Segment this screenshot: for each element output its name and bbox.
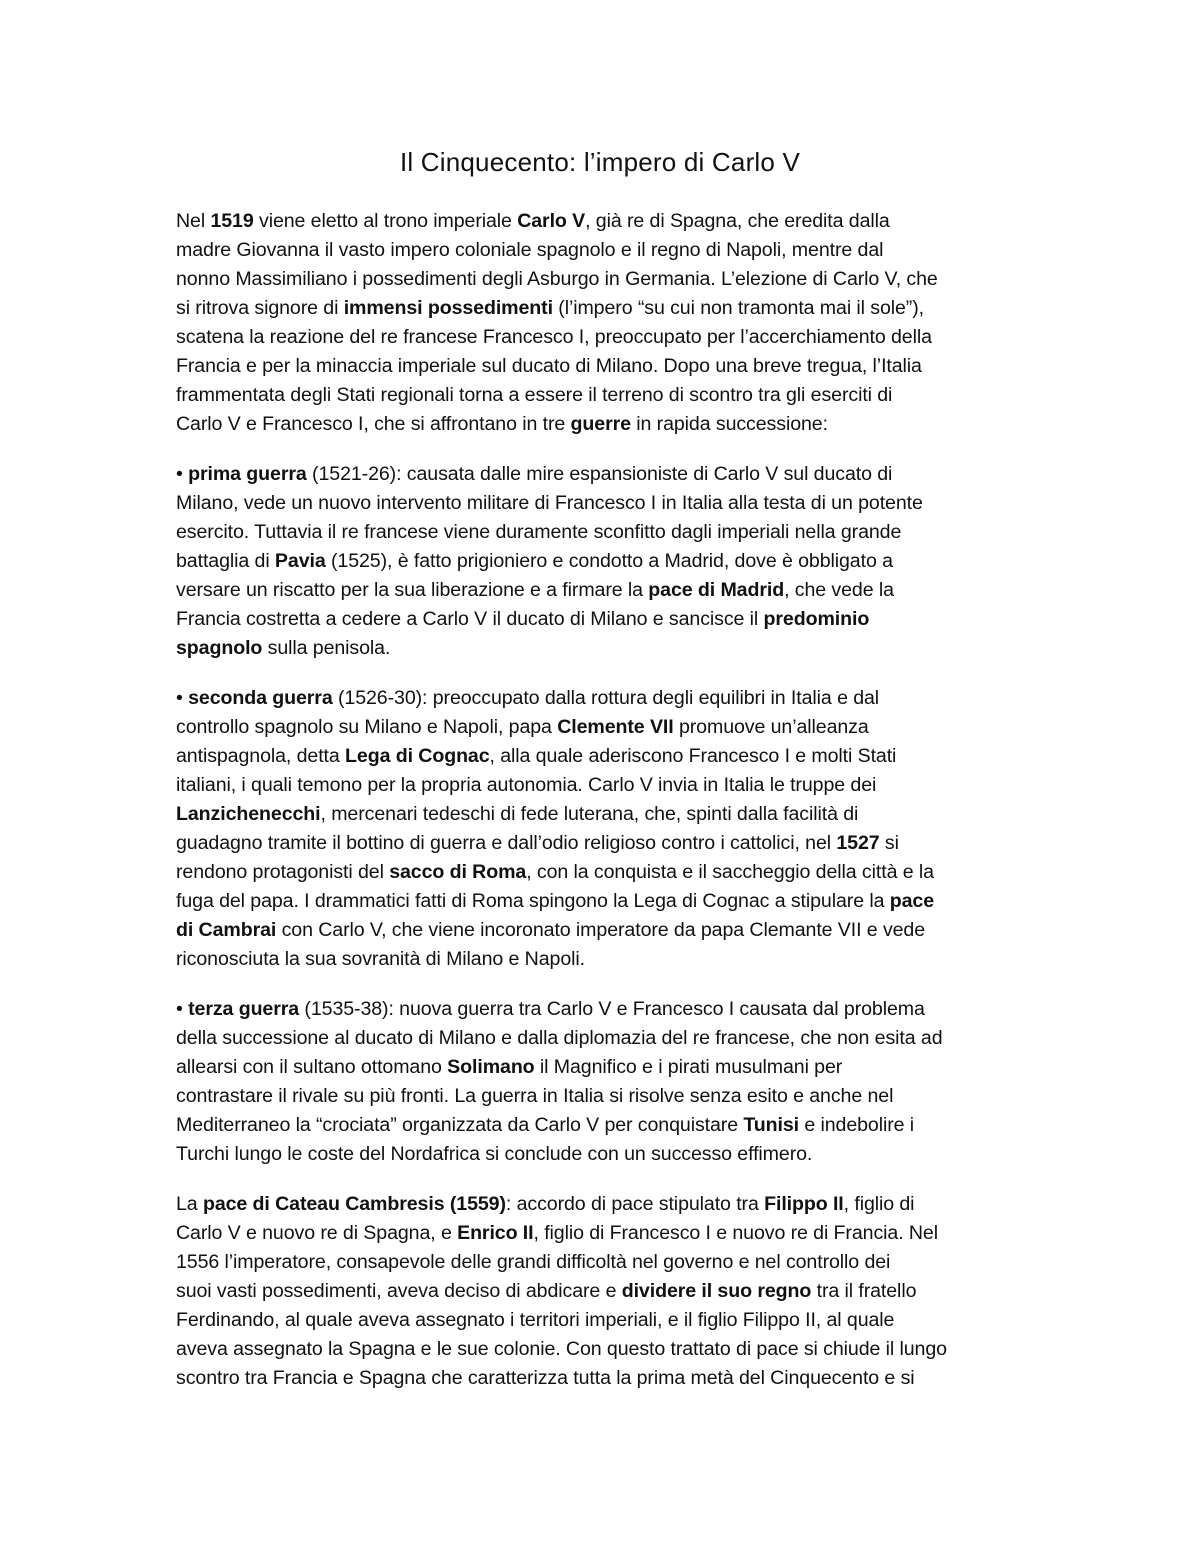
bold-text: predominio: [763, 608, 870, 630]
text-run: scatena la reazione del re francese Francesco I, preoccupato per l’accerchiamento della: [176, 326, 932, 348]
text-run: guadagno tramite il bottino di guerra e dall’odio religioso contro i cattolici, nel: [176, 832, 837, 854]
bold-text: terza guerra: [188, 998, 300, 1020]
bold-text: pace: [889, 890, 934, 912]
text-run: Carlo V e nuovo re di Spagna, e: [176, 1222, 458, 1244]
text-line: [176, 460, 1056, 489]
text-line: [176, 1082, 1056, 1111]
text-run: (1521-26): causata dalle mire espansioniste di Carlo V sul ducato di: [306, 463, 893, 485]
bold-text: sacco di Roma: [389, 861, 527, 883]
text-line: [176, 489, 1056, 518]
text-run: (l’impero “su cui non tramonta mai il sole”),: [552, 297, 925, 319]
text-run: frammentata degli Stati regionali torna a essere il terreno di scontro tra gli eserciti di: [176, 384, 893, 406]
text-line: [176, 265, 1056, 294]
text-line: [176, 410, 1056, 439]
text-line: [176, 945, 1056, 974]
text-run: controllo spagnolo su Milano e Napoli, papa: [176, 716, 558, 738]
text-line: [176, 1140, 1056, 1169]
text-run: italiani, i quali temono per la propria autonomia. Carlo V invia in Italia le truppe dei: [176, 774, 877, 796]
bold-text: (1559): [449, 1193, 506, 1215]
text-run: Nel: [176, 210, 211, 232]
text-run: Francia e per la minaccia imperiale sul ducato di Milano. Dopo una breve tregua, l’Italia: [176, 355, 922, 377]
text-run: esercito. Tuttavia il re francese viene duramente sconfitto dagli imperiali nella grande: [176, 521, 902, 543]
text-line: [176, 1190, 1056, 1219]
text-line: [176, 800, 1056, 829]
bold-text: seconda guerra: [188, 687, 333, 709]
bold-text: prima guerra: [188, 463, 307, 485]
bold-text: 1527: [836, 832, 880, 854]
document-body: [176, 207, 1056, 1393]
text-run: allearsi con il sultano ottomano: [176, 1056, 448, 1078]
text-run: : accordo di pace stipulato tra: [505, 1193, 765, 1215]
text-run: , figlio di: [843, 1193, 915, 1215]
text-line: [176, 576, 1056, 605]
bold-text: Pavia: [274, 550, 326, 572]
text-run: Carlo V e Francesco I, che si affrontano in tre: [176, 413, 571, 435]
text-run: battaglia di: [176, 550, 275, 572]
text-line: [176, 829, 1056, 858]
text-line: [176, 518, 1056, 547]
text-line: [176, 858, 1056, 887]
text-run: antispagnola, detta: [176, 745, 346, 767]
text-line: [176, 236, 1056, 265]
paragraph: [176, 460, 1056, 663]
text-run: madre Giovanna il vasto impero coloniale spagnolo e il regno di Napoli, mentre dal: [176, 239, 884, 261]
text-line: [176, 713, 1056, 742]
text-line: [176, 634, 1056, 663]
text-run: (1535-38): nuova guerra tra Carlo V e Francesco I causata dal problema: [299, 998, 925, 1020]
paragraph: [176, 207, 1056, 439]
text-run: aveva assegnato la Spagna e le sue colonie. Con questo trattato di pace si chiude il lungo: [176, 1338, 947, 1360]
text-run: nonno Massimiliano i possedimenti degli Asburgo in Germania. L’elezione di Carlo V, che: [176, 268, 938, 290]
text-run: fuga del papa. I drammatici fatti di Roma spingono la Lega di Cognac a stipulare la: [176, 890, 890, 912]
text-line: [176, 684, 1056, 713]
bold-text: spagnolo: [176, 637, 263, 659]
text-run: e indebolire i: [799, 1114, 915, 1136]
text-line: [176, 207, 1056, 236]
bold-text: Filippo II: [764, 1193, 844, 1215]
text-run: Turchi lungo le coste del Nordafrica si conclude con un successo effimero.: [176, 1143, 813, 1165]
text-run: viene eletto al trono imperiale: [253, 210, 518, 232]
text-run: versare un riscatto per la sua liberazione e a firmare la: [176, 579, 649, 601]
text-run: promuove un’alleanza: [673, 716, 869, 738]
text-run: il Magnifico e i pirati musulmani per: [534, 1056, 843, 1078]
text-run: •: [176, 463, 189, 485]
page-title: Il Cinquecento: l’impero di Carlo V: [399, 147, 801, 177]
text-run: contrastare il rivale su più fronti. La guerra in Italia si risolve senza esito e anche nel: [176, 1085, 894, 1107]
bold-text: Lega di Cognac: [345, 745, 490, 767]
paragraph: [176, 684, 1056, 974]
text-run: si: [879, 832, 899, 854]
text-run: •: [176, 998, 189, 1020]
paragraph: [176, 995, 1056, 1169]
text-line: [176, 1024, 1056, 1053]
bold-text: pace di Cateau Cambresis: [202, 1193, 445, 1215]
text-line: [176, 887, 1056, 916]
text-line: [176, 1053, 1056, 1082]
text-run: La: [176, 1193, 203, 1215]
bold-text: guerre: [570, 413, 631, 435]
bold-text: immensi possedimenti: [343, 297, 553, 319]
text-run: (1525), è fatto prigioniero e condotto a Madrid, dove è obbligato a: [325, 550, 893, 572]
bold-text: Lanzichenecchi: [176, 803, 321, 825]
text-run: 1556 l’imperatore, consapevole delle grandi difficoltà nel governo e nel controllo dei: [176, 1251, 891, 1273]
bold-text: dividere il suo regno: [621, 1280, 812, 1302]
text-line: [176, 1364, 1056, 1393]
text-line: [176, 1248, 1056, 1277]
text-run: , già re di Spagna, che eredita dalla: [585, 210, 890, 232]
text-run: , che vede la: [784, 579, 894, 601]
text-line: [176, 1335, 1056, 1364]
text-run: (1526-30): preoccupato dalla rottura degli equilibri in Italia e dal: [332, 687, 880, 709]
bold-text: Solimano: [447, 1056, 535, 1078]
text-run: Francia costretta a cedere a Carlo V il ducato di Milano e sancisce il: [176, 608, 764, 630]
text-run: con Carlo V, che viene incoronato imperatore da papa Clemante VII e vede: [276, 919, 926, 941]
text-line: [176, 1306, 1056, 1335]
text-line: [176, 294, 1056, 323]
bold-text: di Cambrai: [176, 919, 277, 941]
bold-text: Enrico II: [457, 1222, 534, 1244]
text-run: , con la conquista e il saccheggio della città e la: [526, 861, 934, 883]
text-run: •: [176, 687, 189, 709]
bold-text: Carlo V: [517, 210, 586, 232]
paragraph: [176, 1190, 1056, 1393]
text-line: [176, 605, 1056, 634]
text-run: suoi vasti possedimenti, aveva deciso di abdicare e: [176, 1280, 622, 1302]
text-run: , figlio di Francesco I e nuovo re di Francia. Nel: [533, 1222, 938, 1244]
text-run: , alla quale aderiscono Francesco I e molti Stati: [489, 745, 897, 767]
bold-text: 1519: [210, 210, 254, 232]
text-line: [176, 547, 1056, 576]
text-line: [176, 1111, 1056, 1140]
text-line: [176, 995, 1056, 1024]
text-line: [176, 742, 1056, 771]
text-line: [176, 916, 1056, 945]
text-run: rendono protagonisti del: [176, 861, 390, 883]
text-run: si ritrova signore di: [176, 297, 344, 319]
text-run: sulla penisola.: [262, 637, 391, 659]
text-line: [176, 1219, 1056, 1248]
text-line: [176, 352, 1056, 381]
text-run: riconosciuta la sua sovranità di Milano e Napoli.: [176, 948, 585, 970]
text-run: scontro tra Francia e Spagna che caratterizza tutta la prima metà del Cinquecento e si: [176, 1367, 915, 1389]
text-run: in rapida successione:: [630, 413, 828, 435]
text-line: [176, 1277, 1056, 1306]
text-run: tra il fratello: [811, 1280, 917, 1302]
text-line: [176, 323, 1056, 352]
text-run: Mediterraneo la “crociata” organizzata da Carlo V per conquistare: [176, 1114, 744, 1136]
text-run: , mercenari tedeschi di fede luterana, che, spinti dalla facilità di: [320, 803, 859, 825]
text-line: [176, 381, 1056, 410]
bold-text: Tunisi: [743, 1114, 799, 1136]
text-run: della successione al ducato di Milano e dalla diplomazia del re francese, che non esita ad: [176, 1027, 943, 1049]
text-run: Milano, vede un nuovo intervento militare di Francesco I in Italia alla testa di un potente: [176, 492, 923, 514]
text-line: [176, 771, 1056, 800]
bold-text: pace di Madrid: [648, 579, 785, 601]
text-run: Ferdinando, al quale aveva assegnato i territori imperiali, e il figlio Filippo II, al quale: [176, 1309, 895, 1331]
bold-text: Clemente VII: [557, 716, 674, 738]
